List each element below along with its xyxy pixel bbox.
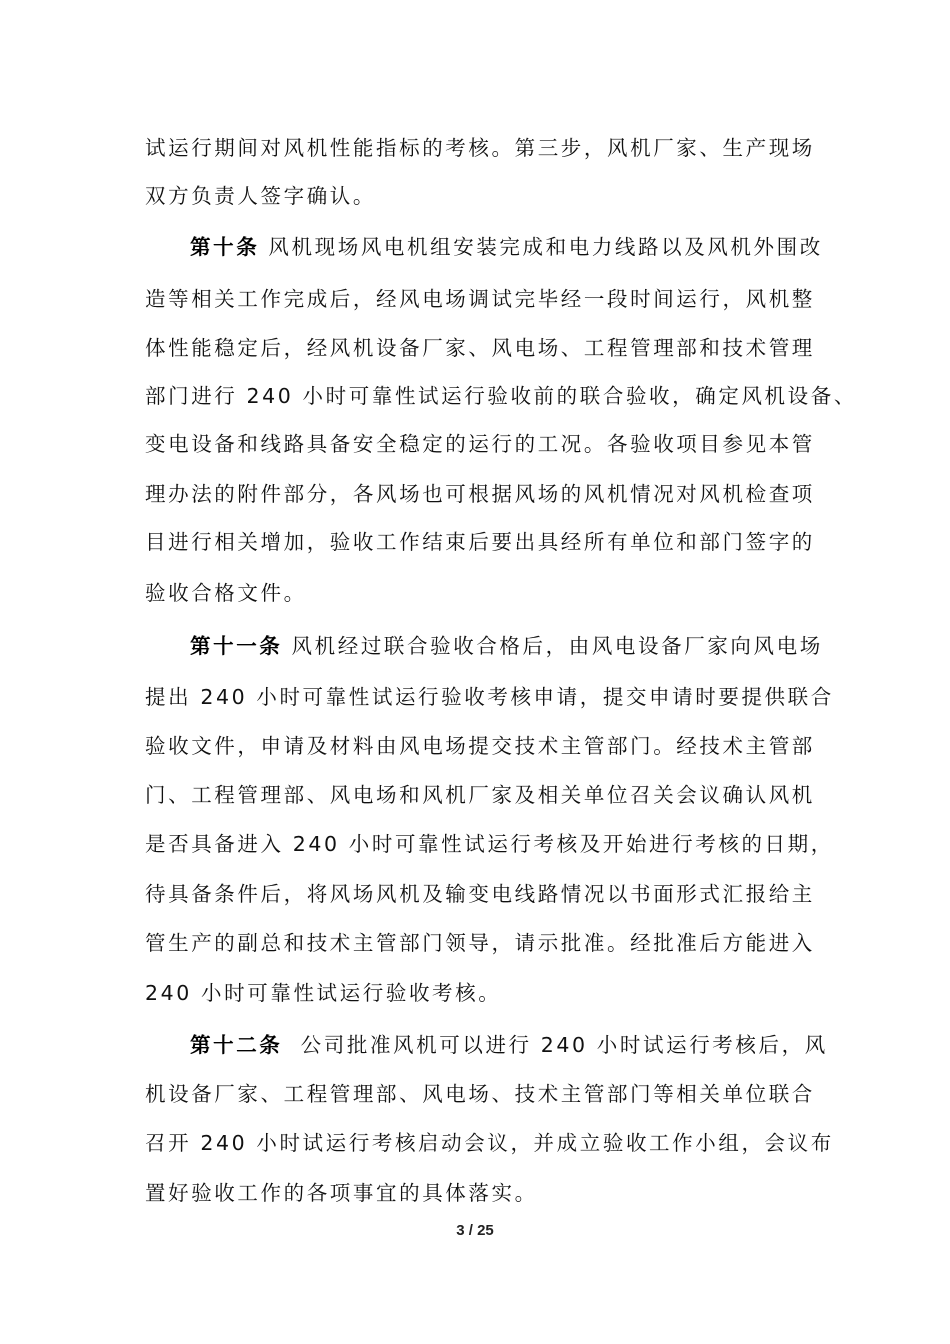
article-10-line-6: 理办法的附件部分，各风场也可根据风场的风机情况对风机检查项 xyxy=(145,482,815,506)
article-10-line-3: 体性能稳定后，经风机设备厂家、风电场、工程管理部和技术管理 xyxy=(145,336,815,360)
article-10-line-4: 部门进行 240 小时可靠性试运行验收前的联合验收，确定风机设备、 xyxy=(145,384,857,408)
article-12-line-3: 召开 240 小时试运行考核启动会议，并成立验收工作小组，会议布 xyxy=(145,1131,834,1155)
article-10-line-2: 造等相关工作完成后，经风电场调试完毕经一段时间运行，风机整 xyxy=(145,287,815,311)
article-10-line-1: 风机现场风电机组安装完成和电力线路以及风机外围改 xyxy=(259,235,823,259)
article-11-line-7: 管生产的副总和技术主管部门领导，请示批准。经批准后方能进入 xyxy=(145,931,815,955)
article-12-line-2: 机设备厂家、工程管理部、风电场、技术主管部门等相关单位联合 xyxy=(145,1082,815,1106)
article-10-line-8: 验收合格文件。 xyxy=(145,581,307,605)
paragraph-1-line-1: 试运行期间对风机性能指标的考核。第三步，风机厂家、生产现场 xyxy=(145,136,815,160)
article-11-line-6: 待具备条件后，将风场风机及输变电线路情况以书面形式汇报给主 xyxy=(145,882,815,906)
article-11-line-5: 是否具备进入 240 小时可靠性试运行考核及开始进行考核的日期， xyxy=(145,832,834,856)
article-11-line-3: 验收文件，申请及材料由风电场提交技术主管部门。经技术主管部 xyxy=(145,734,815,758)
article-10-line-5: 变电设备和线路具备安全稳定的运行的工况。各验收项目参见本管 xyxy=(145,432,815,456)
article-12-line-4: 置好验收工作的各项事宜的具体落实。 xyxy=(145,1181,538,1205)
article-11-line-1: 风机经过联合验收合格后，由风电设备厂家向风电场 xyxy=(282,634,823,658)
article-10-line-7: 目进行相关增加，验收工作结束后要出具经所有单位和部门签字的 xyxy=(145,530,815,554)
article-12-first-line xyxy=(190,1030,828,1060)
article-10-label: 第十条 xyxy=(190,235,260,259)
article-11-line-2: 提出 240 小时可靠性试运行验收考核申请，提交申请时要提供联合 xyxy=(145,685,834,709)
article-11-label: 第十一条 xyxy=(190,634,283,658)
article-11-line-8: 240 小时可靠性试运行验收考核。 xyxy=(145,981,502,1005)
article-11-first-line xyxy=(190,631,823,661)
page-number: 3 / 25 xyxy=(456,1222,494,1239)
paragraph-1-line-2: 双方负责人签字确认。 xyxy=(145,184,376,208)
article-12-line-1: 公司批准风机可以进行 240 小时试运行考核后，风 xyxy=(282,1033,828,1057)
article-10-first-line xyxy=(190,232,823,262)
article-11-line-4: 门、工程管理部、风电场和风机厂家及相关单位召关会议确认风机 xyxy=(145,783,815,807)
article-12-label: 第十二条 xyxy=(190,1033,283,1057)
